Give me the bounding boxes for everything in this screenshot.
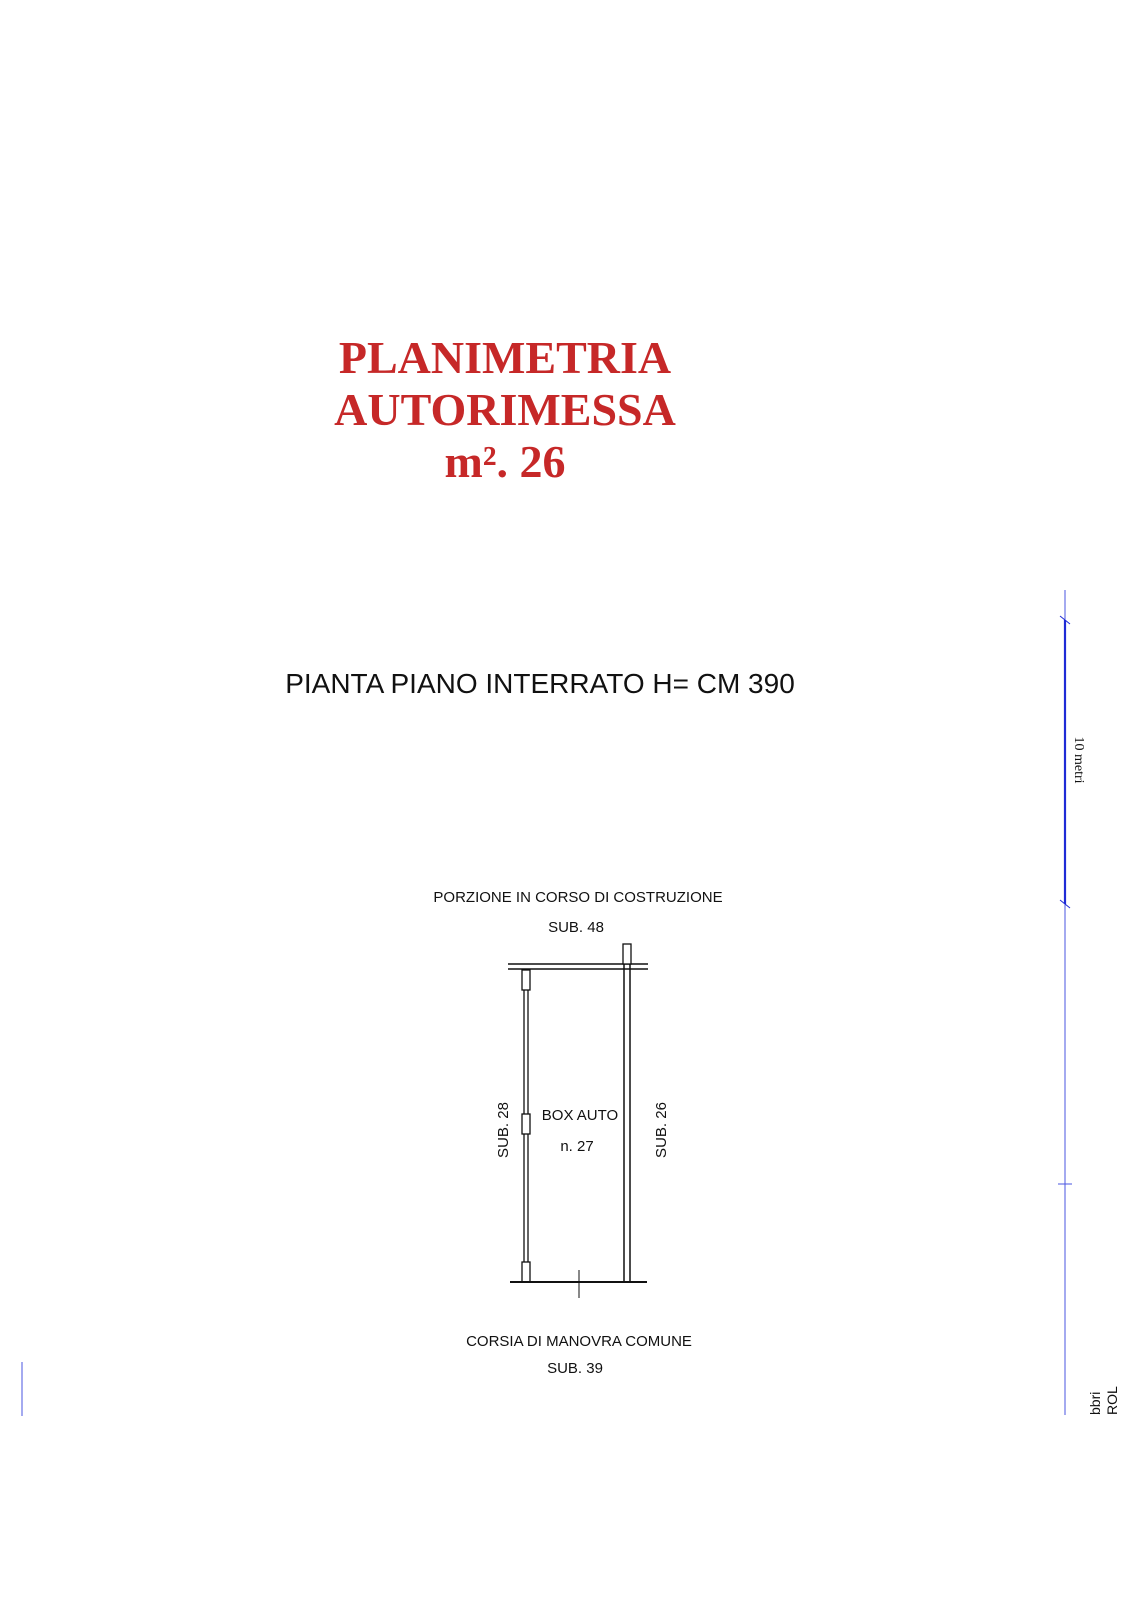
title-line-3: m². 26 <box>444 436 566 487</box>
margin-text-1: bbri <box>1087 1391 1103 1415</box>
pillar-top-right <box>623 944 631 964</box>
right-wall <box>624 964 630 1282</box>
box-label: BOX AUTO <box>541 1107 619 1124</box>
pillar-left-middle <box>522 1114 530 1134</box>
margin-text-2: ROL <box>1104 1386 1120 1415</box>
floor-plan-subtitle: PIANTA PIANO INTERRATO H= CM 390 <box>285 668 795 699</box>
bottom-area-label: CORSIA DI MANOVRA COMUNE <box>466 1333 692 1350</box>
scale-bar <box>1058 590 1086 1415</box>
top-wall <box>508 964 648 969</box>
scale-bar-label: 10 metri <box>1071 736 1086 784</box>
bottom-sub-label: SUB. 39 <box>547 1360 603 1377</box>
right-sub-label: SUB. 26 <box>653 1102 670 1158</box>
top-sub-label: SUB. 48 <box>548 919 604 936</box>
box-number: n. 27 <box>560 1138 594 1155</box>
pillar-left-top <box>522 970 530 990</box>
pillar-left-bottom <box>522 1262 530 1282</box>
title-line-2: AUTORIMESSA <box>334 384 676 435</box>
title-line-1: PLANIMETRIA <box>338 332 672 383</box>
top-area-label: PORZIONE IN CORSO DI COSTRUZIONE <box>433 889 723 906</box>
left-sub-label: SUB. 28 <box>495 1102 512 1158</box>
